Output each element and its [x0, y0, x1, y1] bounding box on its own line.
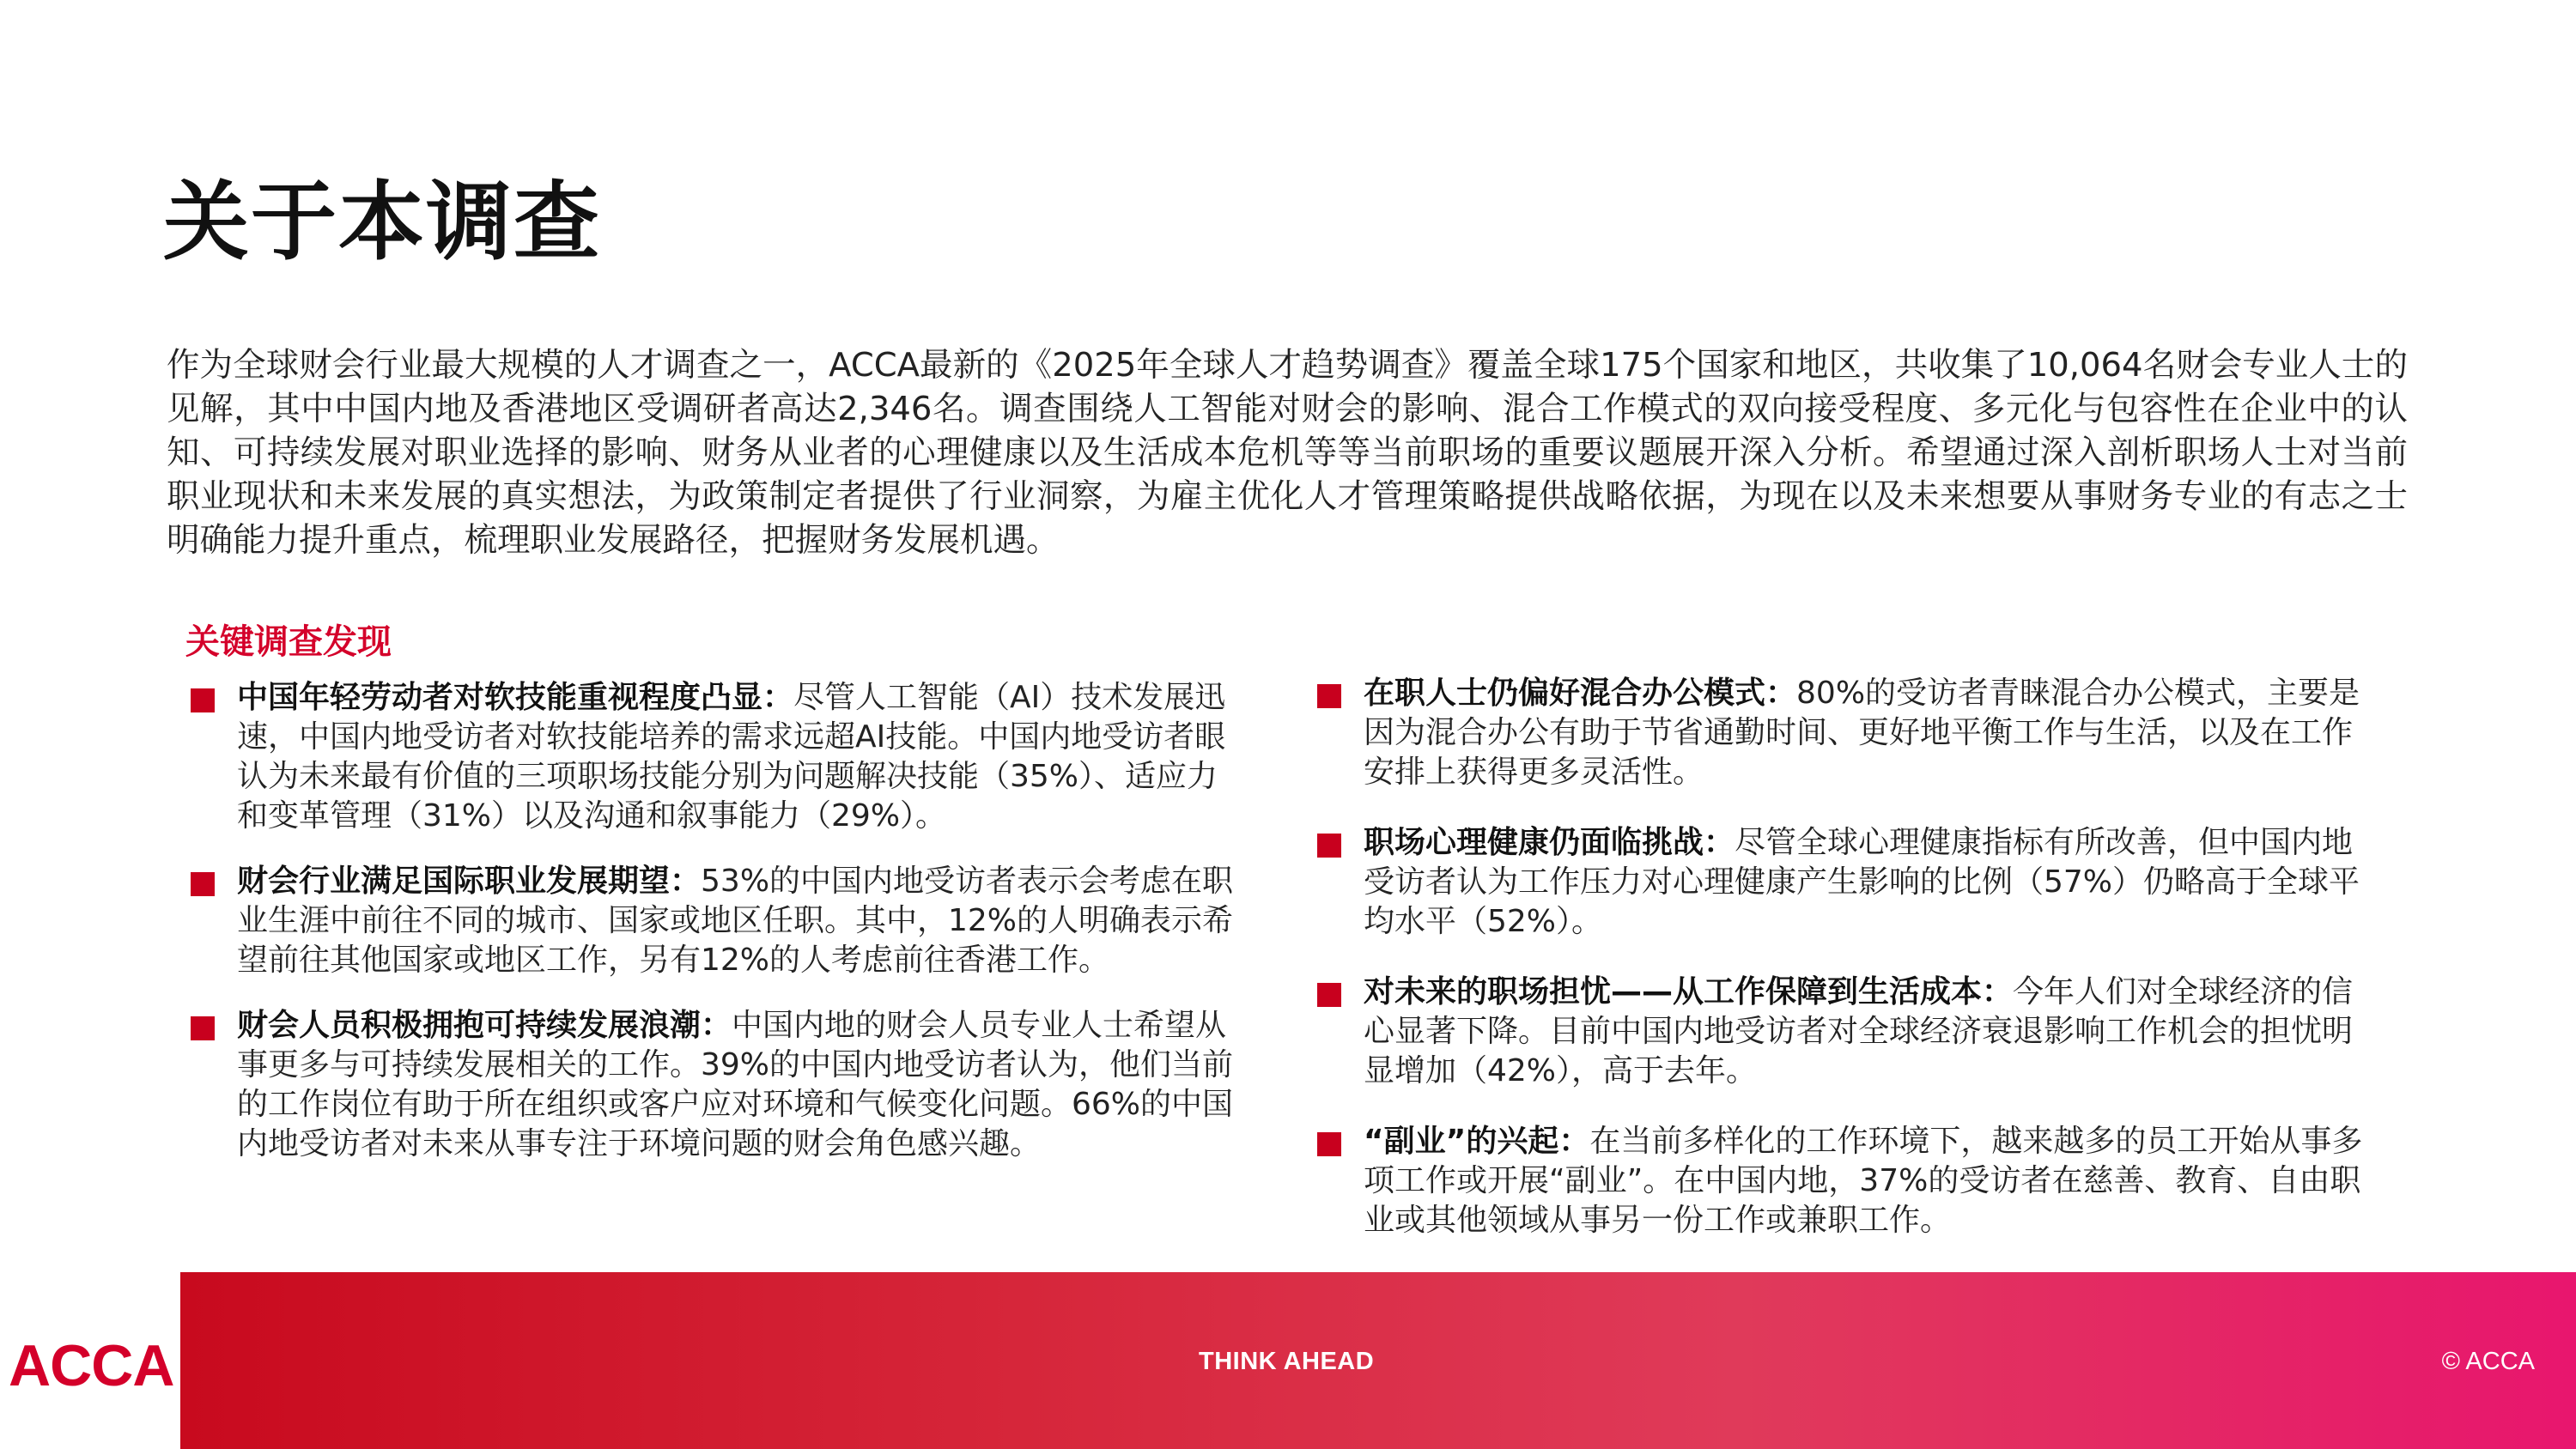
- finding-item: [1317, 973, 2373, 1091]
- finding-heading: 财会人员积极拥抱可持续发展浪潮：: [237, 1008, 732, 1043]
- finding-text: 尽管全球心理健康指标有所改善，但中国内地受访者认为工作压力对心理健康产生影响的比例（57%）仍略高于全球平均水平（52%）。: [1364, 825, 2360, 939]
- finding-text: 今年人们对全球经济的信心显著下降。目前中国内地受访者对全球经济衰退影响工作机会的担忧明显增加（42%），高于去年。: [1364, 974, 2354, 1088]
- acca-logo: ACCA: [9, 1333, 174, 1398]
- finding-heading: 财会行业满足国际职业发展期望：: [237, 864, 702, 899]
- bullet-square-icon: [191, 872, 215, 896]
- finding-item: [1317, 674, 2373, 792]
- intro-paragraph: 作为全球财会行业最大规模的人才调查之一，ACCA最新的《2025年全球人才趋势调查》覆盖全球175个国家和地区，共收集了10,064名财会专业人士的见解，其中中国内地及香港地区受调研者高达2,346名。调查围绕人工智能对财会的影响、混合工作模式的双向接受程度、多元化与包容性在企业中的认知、可持续发展对职业选择的影响、财务从业者的心理健康以及生活成本危机等等当前职场的重要议题展开深入分析。希望通过深入剖析职场人士对当前职业现状和未来发展的真实想法，为政策制定者提供了行业洞察，为雇主优化人才管理策略提供战略依据，为现在以及未来想要从事财务专业的有志之士明确能力提升重点，梳理职业发展路径，把握财务发展机遇。: [167, 346, 2408, 560]
- finding-text: 尽管人工智能（AI）技术发展迅速，中国内地受访者对软技能培养的需求远超AI技能。中国内地受访者眼认为未来最有价值的三项职场技能分别为问题解决技能（35%）、适应力和变革管理（31%）以及沟通和叙事能力（29%）。: [237, 680, 1226, 834]
- finding-heading: 对未来的职场担忧——从工作保障到生活成本：: [1364, 974, 2014, 1009]
- finding-heading: 中国年轻劳动者对软技能重视程度凸显：: [237, 680, 794, 715]
- finding-heading: 职场心理健康仍面临挑战：: [1364, 825, 1735, 860]
- footer-tagline: THINK AHEAD: [1199, 1348, 1375, 1375]
- footer-bar: [0, 1272, 2576, 1449]
- page-title: 关于本调查: [163, 172, 601, 272]
- finding-item: [191, 678, 1247, 836]
- findings-left-column: [191, 678, 1247, 1190]
- bullet-square-icon: [1317, 1132, 1341, 1156]
- bullet-square-icon: [1317, 983, 1341, 1007]
- finding-item: [1317, 823, 2373, 942]
- finding-item: [191, 1006, 1247, 1164]
- finding-item: [191, 862, 1247, 980]
- bullet-square-icon: [1317, 684, 1341, 708]
- footer-gradient-band: [180, 1272, 2576, 1449]
- finding-text: 53%的中国内地受访者表示会考虑在职业生涯中前往不同的城市、国家或地区任职。其中，12%的人明确表示希望前往其他国家或地区工作，另有12%的人考虑前往香港工作。: [237, 864, 1234, 978]
- bullet-square-icon: [191, 688, 215, 712]
- bullet-square-icon: [1317, 834, 1341, 858]
- findings-right-column: [1317, 674, 2373, 1271]
- finding-text: 中国内地的财会人员专业人士希望从事更多与可持续发展相关的工作。39%的中国内地受访者认为，他们当前的工作岗位有助于所在组织或客户应对环境和气候变化问题。66%的中国内地受访者对未来从事专注于环境问题的财会角色感兴趣。: [237, 1008, 1234, 1161]
- bullet-square-icon: [191, 1016, 215, 1040]
- finding-heading: 在职人士仍偏好混合办公模式：: [1364, 676, 1797, 711]
- key-findings-title: 关键调查发现: [185, 622, 392, 662]
- footer-copyright: © ACCA: [2441, 1348, 2535, 1375]
- finding-text: 80%的受访者青睐混合办公模式，主要是因为混合办公有助于节省通勤时间、更好地平衡工作与生活，以及在工作安排上获得更多灵活性。: [1364, 676, 2360, 790]
- logo-box: [0, 1272, 180, 1449]
- finding-item: [1317, 1122, 2373, 1240]
- finding-text: 在当前多样化的工作环境下，越来越多的员工开始从事多项工作或开展“副业”。在中国内地，37%的受访者在慈善、教育、自由职业或其他领域从事另一份工作或兼职工作。: [1364, 1124, 2363, 1238]
- finding-heading: “副业”的兴起：: [1364, 1124, 1590, 1159]
